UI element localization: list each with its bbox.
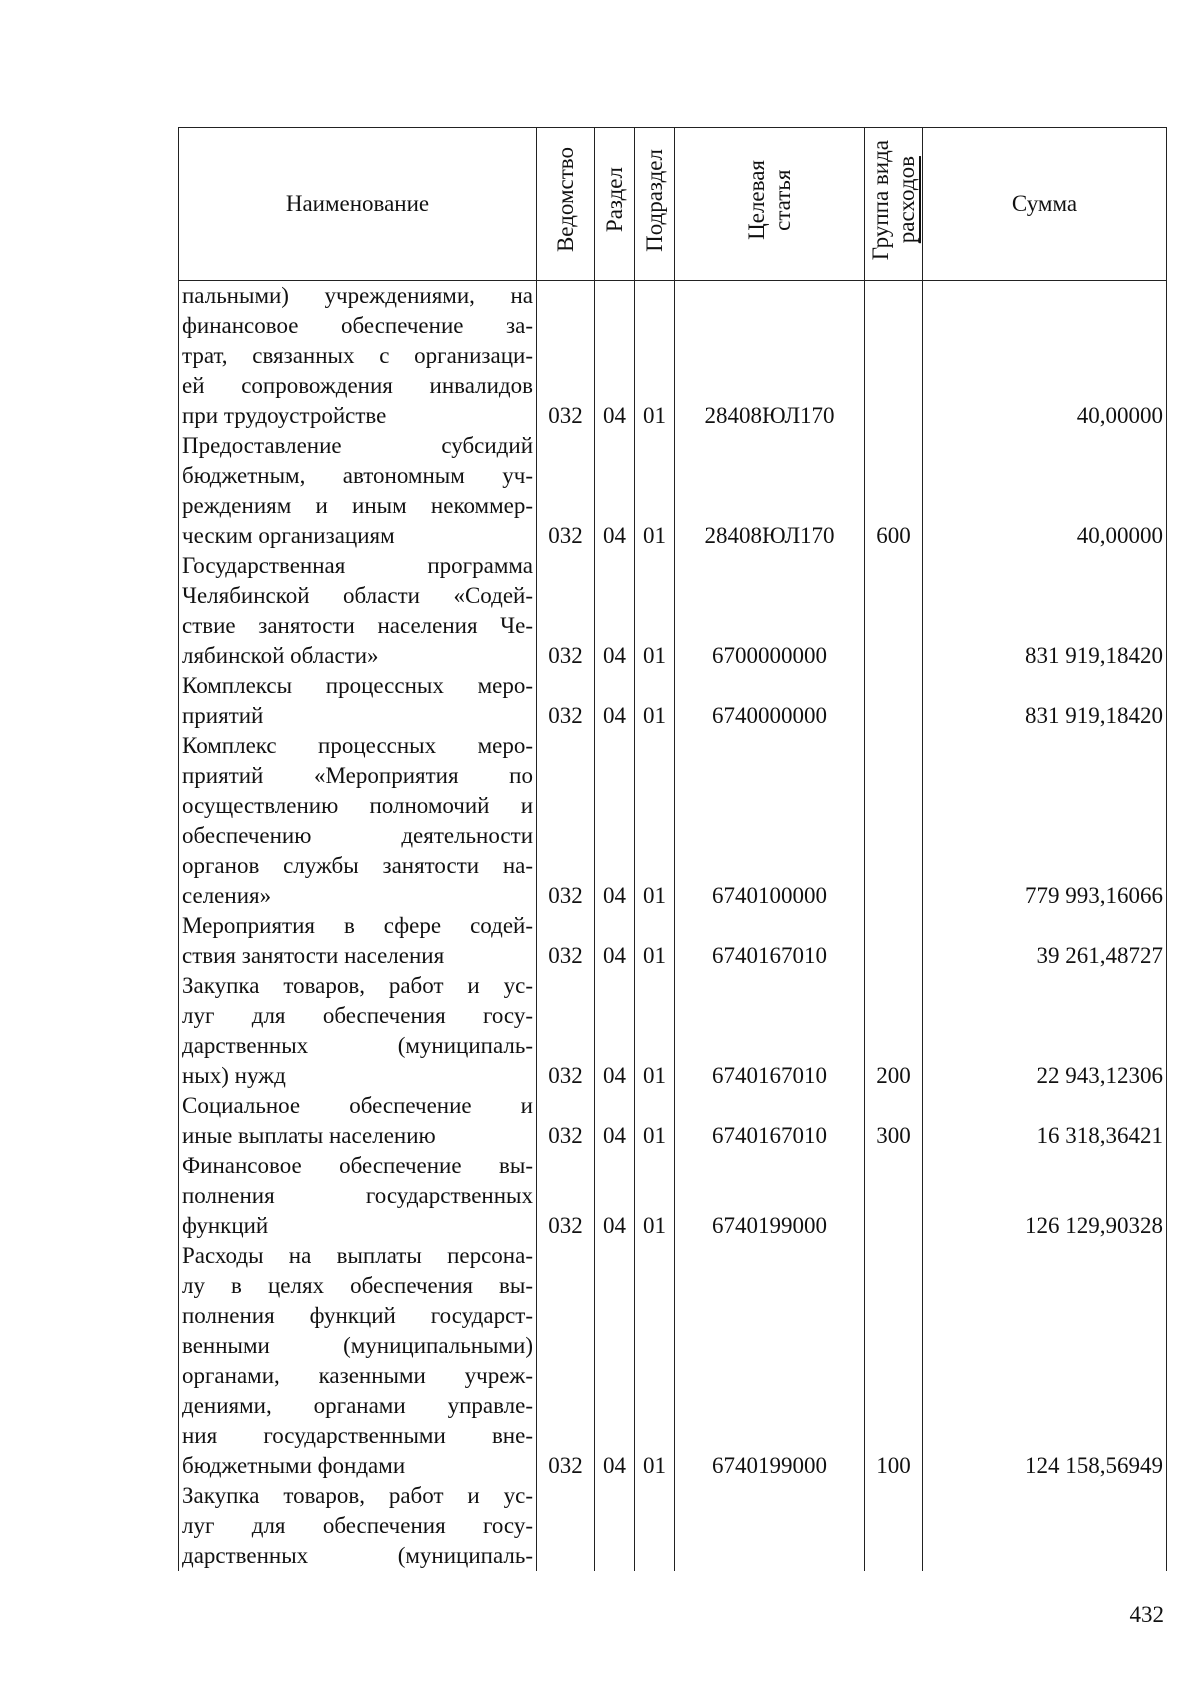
row-name-line: луг для обеспечения госу- xyxy=(182,1003,533,1028)
row-name-cell xyxy=(179,911,537,971)
row-name-line: Мероприятия в сфере содей- xyxy=(182,913,533,938)
row-summa-cell: 126 129,90328 xyxy=(923,1151,1167,1241)
row-name-cell xyxy=(179,1151,537,1241)
row-razdel-cell xyxy=(595,1481,635,1571)
header-podrazdel-label: Подраздел xyxy=(641,148,667,252)
header-gruppa-line2: расходов xyxy=(893,156,919,244)
row-podrazdel-cell: 01 xyxy=(635,551,675,671)
row-vedomstvo-cell: 032 xyxy=(537,281,595,432)
row-gruppa-cell xyxy=(865,911,923,971)
row-razdel-cell: 04 xyxy=(595,1241,635,1481)
row-vedomstvo-cell: 032 xyxy=(537,1241,595,1481)
row-name-cell xyxy=(179,281,537,432)
row-celevaya-cell: 6740000000 xyxy=(675,671,865,731)
row-summa-cell: 16 318,36421 xyxy=(923,1091,1167,1151)
header-celevaya-line1: Целевая xyxy=(743,160,769,240)
row-gruppa-cell: 200 xyxy=(865,971,923,1091)
table-row xyxy=(179,1091,1167,1151)
row-name-cell xyxy=(179,731,537,911)
row-name-line: Комплексы процессных меро- xyxy=(182,673,533,698)
row-vedomstvo-cell: 032 xyxy=(537,431,595,551)
header-gruppa-line1: Группа вида xyxy=(867,139,893,261)
row-razdel-cell: 04 xyxy=(595,551,635,671)
table-row xyxy=(179,1241,1167,1481)
row-name-cell xyxy=(179,431,537,551)
row-name-line: приятий «Мероприятия по xyxy=(182,763,533,788)
row-vedomstvo-cell: 032 xyxy=(537,971,595,1091)
header-vedomstvo xyxy=(537,128,595,281)
table-row xyxy=(179,671,1167,731)
row-name-line: селения» xyxy=(182,883,272,908)
row-razdel-cell: 04 xyxy=(595,1151,635,1241)
row-celevaya-cell xyxy=(675,1481,865,1571)
row-podrazdel-cell: 01 xyxy=(635,281,675,432)
row-razdel-cell: 04 xyxy=(595,971,635,1091)
row-name-line: пальными) учреждениями, на xyxy=(182,283,533,308)
row-name-cell xyxy=(179,1241,537,1481)
header-razdel-label: Раздел xyxy=(601,167,627,233)
row-name-line: Закупка товаров, работ и ус- xyxy=(182,973,533,998)
row-name-cell xyxy=(179,1481,537,1571)
row-name-cell xyxy=(179,671,537,731)
row-gruppa-cell xyxy=(865,731,923,911)
row-gruppa-cell xyxy=(865,1151,923,1241)
row-name-line: при трудоустройстве xyxy=(182,403,387,428)
row-celevaya-cell: 6700000000 xyxy=(675,551,865,671)
row-name-line: Комплекс процессных меро- xyxy=(182,733,533,758)
row-name-line: лу в целях обеспечения вы- xyxy=(182,1273,533,1298)
row-gruppa-cell: 600 xyxy=(865,431,923,551)
row-name-line: дарственных (муниципаль- xyxy=(182,1543,533,1568)
row-name-line: трат, связанных с организаци- xyxy=(182,343,533,368)
row-celevaya-cell: 28408ЮЛ170 xyxy=(675,431,865,551)
row-razdel-cell: 04 xyxy=(595,671,635,731)
row-name-line: бюджетными фондами xyxy=(182,1453,406,1478)
row-name-line: органами, казенными учреж- xyxy=(182,1363,533,1388)
row-gruppa-cell xyxy=(865,281,923,432)
row-celevaya-cell: 6740167010 xyxy=(675,911,865,971)
table-row xyxy=(179,911,1167,971)
row-name-line: ния государственными вне- xyxy=(182,1423,533,1448)
header-name xyxy=(179,128,537,281)
row-name-cell xyxy=(179,971,537,1091)
row-razdel-cell: 04 xyxy=(595,281,635,432)
table-row xyxy=(179,731,1167,911)
row-podrazdel-cell: 01 xyxy=(635,1091,675,1151)
header-vedomstvo-label: Ведомство xyxy=(552,147,578,253)
row-name-line: Предоставление субсидий xyxy=(182,433,533,458)
budget-table xyxy=(178,127,1167,1571)
row-gruppa-cell: 300 xyxy=(865,1091,923,1151)
row-gruppa-cell: 100 xyxy=(865,1241,923,1481)
row-summa-cell: 831 919,18420 xyxy=(923,671,1167,731)
row-name-line: ствия занятости населения xyxy=(182,943,445,968)
row-razdel-cell: 04 xyxy=(595,731,635,911)
header-razdel xyxy=(595,128,635,281)
header-celevaya xyxy=(675,128,865,281)
row-summa-cell: 40,00000 xyxy=(923,431,1167,551)
table-header xyxy=(179,128,1167,281)
row-podrazdel-cell: 01 xyxy=(635,911,675,971)
table-row xyxy=(179,971,1167,1091)
table-row xyxy=(179,551,1167,671)
row-podrazdel-cell: 01 xyxy=(635,671,675,731)
row-name-line: луг для обеспечения госу- xyxy=(182,1513,533,1538)
row-name-line: финансовое обеспечение за- xyxy=(182,313,533,338)
row-podrazdel-cell: 01 xyxy=(635,731,675,911)
row-vedomstvo-cell: 032 xyxy=(537,1151,595,1241)
row-name-line: полнения государственных xyxy=(182,1183,533,1208)
row-name-line: дениями, органами управле- xyxy=(182,1393,533,1418)
row-name-cell xyxy=(179,1091,537,1151)
row-summa-cell: 40,00000 xyxy=(923,281,1167,432)
table-row xyxy=(179,431,1167,551)
header-summa-label: Сумма xyxy=(1011,191,1078,216)
row-podrazdel-cell: 01 xyxy=(635,971,675,1091)
row-name-line: ей сопровождения инвалидов xyxy=(182,373,533,398)
row-name-line: ческим организациям xyxy=(182,523,395,548)
row-name-line: обеспечению деятельности xyxy=(182,823,533,848)
row-name-line: ствие занятости населения Че- xyxy=(182,613,533,638)
row-name-line: Закупка товаров, работ и ус- xyxy=(182,1483,533,1508)
row-vedomstvo-cell xyxy=(537,1481,595,1571)
row-name-line: Челябинской области «Содей- xyxy=(182,583,533,608)
row-name-line: осуществлению полномочий и xyxy=(182,793,533,818)
row-vedomstvo-cell: 032 xyxy=(537,1091,595,1151)
row-name-line: функций xyxy=(182,1213,269,1238)
row-name-line: Расходы на выплаты персона- xyxy=(182,1243,533,1268)
row-celevaya-cell: 6740100000 xyxy=(675,731,865,911)
table-body xyxy=(179,281,1167,1572)
row-name-line: дарственных (муниципаль- xyxy=(182,1033,533,1058)
row-summa-cell: 22 943,12306 xyxy=(923,971,1167,1091)
row-name-line: бюджетным, автономным уч- xyxy=(182,463,533,488)
header-summa xyxy=(923,128,1167,281)
row-vedomstvo-cell: 032 xyxy=(537,671,595,731)
row-name-line: реждениям и иным некоммер- xyxy=(182,493,533,518)
header-name-label: Наименование xyxy=(285,191,430,216)
header-celevaya-line2: статья xyxy=(769,169,795,231)
header-celevaya-label xyxy=(744,160,796,240)
row-podrazdel-cell: 01 xyxy=(635,431,675,551)
row-name-line: приятий xyxy=(182,703,264,728)
row-podrazdel-cell: 01 xyxy=(635,1241,675,1481)
row-name-line: Финансовое обеспечение вы- xyxy=(182,1153,533,1178)
header-gruppa xyxy=(865,128,923,281)
table-row xyxy=(179,1481,1167,1571)
row-podrazdel-cell xyxy=(635,1481,675,1571)
row-name-line: Социальное обеспечение и xyxy=(182,1093,533,1118)
row-name-line: ных) нужд xyxy=(182,1063,286,1088)
row-vedomstvo-cell: 032 xyxy=(537,551,595,671)
row-podrazdel-cell: 01 xyxy=(635,1151,675,1241)
row-celevaya-cell: 6740167010 xyxy=(675,1091,865,1151)
row-name-line: органов службы занятости на- xyxy=(182,853,533,878)
header-gruppa-label xyxy=(868,140,920,260)
row-summa-cell: 779 993,16066 xyxy=(923,731,1167,911)
row-name-cell xyxy=(179,551,537,671)
row-celevaya-cell: 6740199000 xyxy=(675,1241,865,1481)
row-name-line: Государственная программа xyxy=(182,553,533,578)
row-gruppa-cell xyxy=(865,671,923,731)
table-row xyxy=(179,281,1167,432)
header-podrazdel xyxy=(635,128,675,281)
row-summa-cell xyxy=(923,1481,1167,1571)
row-celevaya-cell: 6740199000 xyxy=(675,1151,865,1241)
row-vedomstvo-cell: 032 xyxy=(537,731,595,911)
row-razdel-cell: 04 xyxy=(595,1091,635,1151)
row-name-line: лябинской области» xyxy=(182,643,379,668)
row-summa-cell: 39 261,48727 xyxy=(923,911,1167,971)
row-vedomstvo-cell: 032 xyxy=(537,911,595,971)
row-name-line: венными (муниципальными) xyxy=(182,1333,533,1358)
row-gruppa-cell xyxy=(865,1481,923,1571)
table-row xyxy=(179,1151,1167,1241)
row-celevaya-cell: 28408ЮЛ170 xyxy=(675,281,865,432)
row-summa-cell: 831 919,18420 xyxy=(923,551,1167,671)
row-razdel-cell: 04 xyxy=(595,431,635,551)
row-gruppa-cell xyxy=(865,551,923,671)
row-razdel-cell: 04 xyxy=(595,911,635,971)
row-name-line: иные выплаты населению xyxy=(182,1123,436,1148)
row-summa-cell: 124 158,56949 xyxy=(923,1241,1167,1481)
page-number: 432 xyxy=(1129,1602,1164,1627)
row-celevaya-cell: 6740167010 xyxy=(675,971,865,1091)
row-name-line: полнения функций государст- xyxy=(182,1303,533,1328)
